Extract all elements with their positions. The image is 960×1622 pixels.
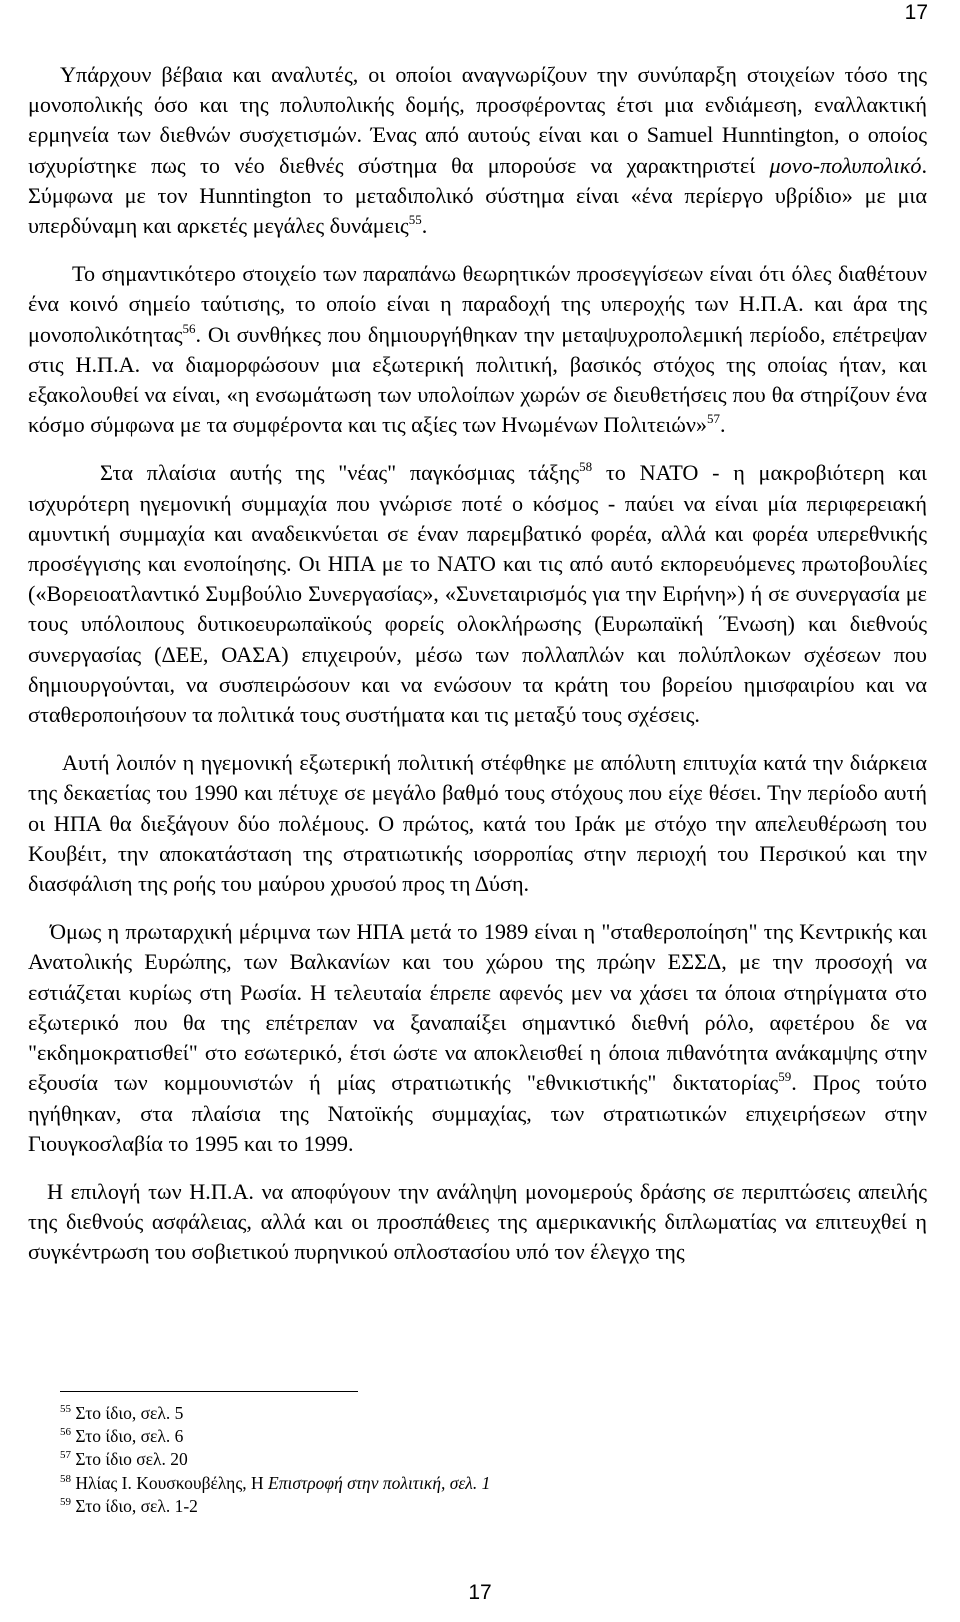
footnote-text: Στο ίδιο, σελ. 6 [75, 1426, 184, 1447]
paragraph-3 [28, 458, 927, 730]
page-number-top: 17 [904, 1, 928, 24]
paragraph-1-end: . [421, 213, 428, 239]
page-number-bottom: 17 [468, 1581, 492, 1604]
paragraph-5-text-cont: . Προς τούτο ηγήθηκαν, στα πλαίσια της Νατοϊκής συμμαχίας, των στρατιωτικών επιχειρήσεων στην Γιουγκοσλαβία το 1995 και το 1999. [28, 1070, 928, 1156]
footnote-text: Στο ίδιο σελ. 20 [75, 1449, 188, 1470]
paragraph-1 [28, 60, 927, 241]
footnote-number: 57 [60, 1449, 71, 1462]
footnote-59 [60, 1495, 760, 1518]
paragraph-2 [28, 259, 927, 440]
paragraph-2-text: Το σημαντικότερο στοιχείο των παραπάνω θεωρητικών προσεγγίσεων είναι ότι όλες διαθέτουν ένα κοινό σημείο ταύτισης, το οποίο είναι η παραδοχή της υπεροχής των Η.Π.Α. και άρα της μονοπολικότητας [28, 261, 927, 347]
footnote-57 [60, 1448, 760, 1471]
footnote-ref-55[interactable]: 55 [408, 212, 422, 228]
footnote-text: Στο ίδιο, σελ. 5 [75, 1403, 184, 1423]
footnote-separator [60, 1391, 358, 1392]
footnotes [60, 1402, 760, 1518]
footnote-number: 56 [60, 1426, 71, 1439]
footnote-ref-56[interactable]: 56 [182, 320, 196, 336]
footnote-ref-57[interactable]: 57 [707, 411, 721, 427]
footnote-ref-59[interactable]: 59 [778, 1069, 792, 1085]
footnote-58 [60, 1472, 760, 1495]
paragraph-6: Η επιλογή των Η.Π.Α. να αποφύγουν την ανάληψη μονομερούς δράσης σε περιπτώσεις απειλής της διεθνούς ασφάλειας, αλλά και οι προσπάθειες της αμερικανικής διπλωματίας να επιτευχθεί η συγκέντρωση του σοβιετικού πυρηνικού οπλοστασίου υπό τον έλεγχο της [28, 1178, 927, 1265]
footnote-55 [60, 1402, 760, 1425]
footnote-text: Ηλίας Ι. Κουσκουβέλης, Η [75, 1472, 269, 1493]
paragraph-3-text: Στα πλαίσια αυτής της "νέας" παγκόσμιας τάξης [100, 460, 580, 486]
footnote-number: 58 [60, 1472, 71, 1485]
paragraph-5-text: Όμως η πρωταρχική μέριμνα των ΗΠΑ μετά το 1989 είναι η "σταθεροποίηση" της Κεντρικής και Ανατολικής Ευρώπης, των Βαλκανίων και του χώρου της πρώην ΕΣΣΔ, με την προσοχή να εστιάζεται κυρίως στη Ρωσία. Η τελευταία έπρεπε αφενός μεν να χάσει τα όποια στηρίγματα στο εξωτερικό που θα της επέτρεπαν να ξαναπαίξει σημαντικό διεθνή ρόλο, αφετέρου δε να "εκδημοκρατισθεί" στο εσωτερικό, έτσι ώστε να αποκλεισθεί η όποια πιθανότητα ανάκαμψης στην εξουσία των κομμουνιστών ή μίας στρατιωτικής "εθνικιστικής" δικτατορίας [28, 919, 927, 1096]
footnote-ref-58[interactable]: 58 [579, 459, 593, 475]
paragraph-3-text-cont: το ΝΑΤΟ - η μακροβιότερη και ισχυρότερη ηγεμονική συμμαχία που γνώρισε ποτέ ο κόσμος - παύει να είναι μία περιφερειακή αμυντική συμμαχία και αναδεικνύεται σε έναν παρεμβατικό φορέα, αλλά και φορέα υπερεθνικής προσέγγισης και ενοποίησης. Οι ΗΠΑ με το ΝΑΤΟ και τις από αυτό εκπορευόμενες πρωτοβουλίες («Βορειοατλαντικό Συμβούλιο Συνεργασίας», «Συνεταιρισμός για την Ειρήνη») ή σε συνεργασία με τους υπόλοιπους δυτικοευρωπαϊκούς φορείς ολοκλήρωσης (Ευρωπαϊκή ΄Ένωση) και διεθνούς συνεργασίας (ΔΕΕ, ΟΑΣΑ) επιχειρούν, μέσω των πολλαπλών και πολύπλοκων σχέσεων που δημιουργούνται, να συσπειρώσουν και να ενώσουν τα κράτη του βορείου ημισφαιρίου και να σταθεροποιήσουν τα πολιτικά τους συστήματα και τις μεταξύ τους σχέσεις. [28, 460, 927, 728]
paragraph-1-text-cont: . Σύμφωνα με τον Hunntington το μεταδιπολικό σύστημα είναι «ένα περίεργο υβρίδιο» με μια υπερδύναμη και αρκετές μεγάλες δυνάμεις [28, 152, 927, 239]
footnote-book-title: Επιστροφή στην πολιτική, σελ. 1 [268, 1472, 491, 1493]
footnote-number: 59 [60, 1495, 71, 1508]
footnote-text: Στο ίδιο, σελ. 1-2 [75, 1495, 198, 1516]
document-body [28, 60, 927, 1286]
emphasis-term: μονο-πολυπολικό [769, 152, 922, 178]
footnote-56 [60, 1425, 760, 1448]
paragraph-2-text-cont: . Οι συνθήκες που δημιουργήθηκαν την μεταψυχροπολεμική περίοδο, επέτρεψαν στις Η.Π.Α. να διαμορφώσουν μια εξωτερική πολιτική, βασικός στόχος της οποίας ήταν, και εξακολουθεί να είναι, «η ενσωμάτωση των υπολοίπων χωρών σε διευθετήσεις που θα στηρίζουν ένα κόσμο σύμφωνα με τα συμφέροντα και τις αξίες των Ηνωμένων Πολιτειών» [28, 321, 927, 438]
paragraph-1-text: Υπάρχουν βέβαια και αναλυτές, οι οποίοι αναγνωρίζουν την συνύπαρξη στοιχείων τόσο της μονοπολικής όσο και της πολυπολικής δομής, προσφέροντας έτσι μια ενδιάμεση, εναλλακτική ερμηνεία των διεθνών συσχετισμών. Ένας από αυτούς είναι και ο Samuel Hunntington, ο οποίος ισχυρίστηκε πως το νέο διεθνές σύστημα θα μπορούσε να χαρακτηριστεί [28, 62, 927, 178]
paragraph-5 [28, 917, 927, 1159]
paragraph-4: Αυτή λοιπόν η ηγεμονική εξωτερική πολιτική στέφθηκε με απόλυτη επιτυχία κατά την διάρκεια της δεκαετίας του 1990 και πέτυχε σε μεγάλο βαθμό τους στόχους που είχε θέσει. Την περίοδο αυτή οι ΗΠΑ θα διεξάγουν δύο πολέμους. Ο πρώτος, κατά του Ιράκ με στόχο την απελευθέρωση του Κουβέιτ, την αποκατάσταση της στρατιωτικής ισορροπίας στην περιοχή του Περσικού και την διασφάλιση της ροής του μαύρου χρυσού προς τη Δύση. [28, 750, 927, 897]
footnote-number: 55 [60, 1403, 71, 1415]
paragraph-2-end: . [720, 412, 726, 438]
